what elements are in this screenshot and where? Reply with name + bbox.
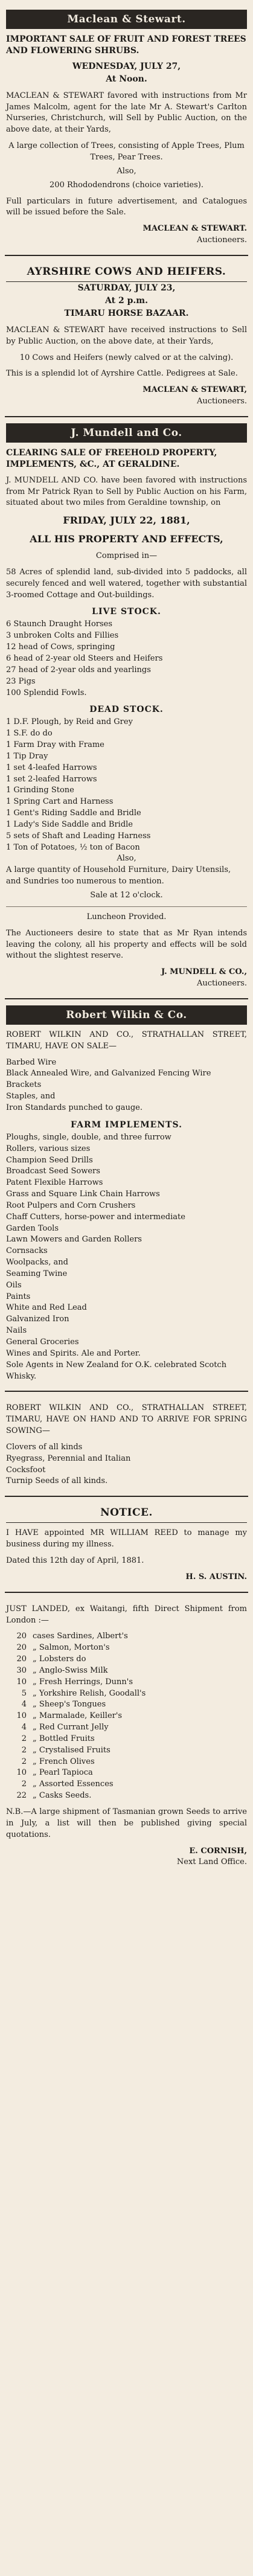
list-item: 6 head of 2-year old Steers and Heifers [6,653,163,663]
section-title-dead-stock: DEAD STOCK. [89,705,164,715]
list-item: 6 Staunch Draught Horses [6,620,113,629]
list-item: 2 „ French Olives [21,1757,95,1766]
ad-signature: H. S. AUSTIN. [185,1572,247,1581]
list-item: Chaff Cutters, horse-power and intermediate [6,1212,185,1222]
ad-closing: Full particulars in future advertisement, and Catalogues will be issued before the Sale. [6,196,247,217]
ad-extra: This is a splendid lot of Ayrshire Cattle. Pedigrees at Sale. [6,369,238,379]
dead-stock-list [6,717,247,888]
list-item: Wines and Spirits. Ale and Porter. [6,1348,141,1358]
list-item: 4 „ Sheep's Tongues [21,1700,106,1709]
list-item: Garden Tools [6,1223,59,1233]
ad-wilkin-seeds [5,1392,248,1497]
list-item: Cocksfoot [6,1465,46,1475]
list-item: 1 Tip Dray [6,751,48,761]
ad-just-landed [5,1593,248,1877]
list-item: 30 „ Anglo-Swiss Milk [16,1665,108,1675]
ad-sale-time: Sale at 12 o'clock. [90,891,163,900]
grocery-list [6,1631,247,1802]
list-item: 12 head of Cows, springing [6,642,115,652]
list-item: Paints [6,1292,31,1301]
goods-list [6,1057,247,1114]
list-item: Champion Seed Drills [6,1155,93,1165]
list-item: 1 Farm Dray with Frame [6,740,104,750]
ad-closing: The Auctioneers desire to state that as Mr Ryan intends leaving the colony, all his property and effects will be sold without the slightest reserve. [6,928,247,961]
ad-extra: 200 Rhododendrons (choice varieties). [50,180,203,190]
list-item: 22 „ Casks Seeds. [16,1791,92,1801]
ad-subtitle: CLEARING SALE OF FREEHOLD PROPERTY, IMPLEMENTS, &C., AT GERALDINE. [6,447,217,469]
list-item: 1 set 2-leafed Harrows [6,774,97,784]
ad-signature: J. MUNDELL & CO., Auctioneers. [161,967,247,988]
list-item: 10 „ Pearl Tapioca [16,1768,93,1778]
list-item: 2 „ Crystalised Fruits [21,1745,110,1755]
ad-sale-date: FRIDAY, JULY 22, 1881, [63,514,190,527]
ad-dateline: SATURDAY, JULY 23, At 2 p.m. TIMARU HORSE BAZAAR. [64,283,189,318]
list-item: 20 „ Salmon, Morton's [16,1643,110,1653]
section-title-live-stock: LIVE STOCK. [92,607,161,617]
list-item: Barbed Wire [6,1057,57,1067]
list-item: 1 Spring Cart and Harness [6,797,114,807]
ad-mundell-sale [5,417,248,999]
list-item: 1 set 4-leafed Harrows [6,763,97,772]
list-item: Nails [6,1326,27,1336]
list-item: Staples, and [6,1092,56,1101]
ad-sale-headline: ALL HIS PROPERTY AND EFFECTS, [30,533,223,545]
list-item: Black Annealed Wire, and Galvanized Fencing Wire [6,1069,211,1078]
list-item: 23 Pigs [6,676,36,686]
ad-wilkin-on-sale [5,999,248,1392]
list-item: 10 „ Fresh Herrings, Dunn's [16,1677,133,1687]
divider [6,906,247,907]
list-item: 27 head of 2-year olds and yearlings [6,665,151,674]
list-item: Ryegrass, Perennial and Italian [6,1453,131,1463]
list-item: 5 sets of Shaft and Leading Harness [6,831,151,841]
ad-body: MACLEAN & STEWART favored with instructions from Mr James Malcolm, agent for the late Mr A. Stewart's Carlton Nurseries, Christchurch, will Sell by Public Auction, on the above date, at their Yards, [6,91,247,135]
section-title-implements: FARM IMPLEMENTS. [71,1120,182,1130]
list-item: 2 „ Assorted Essences [21,1780,114,1789]
list-item: Oils [6,1280,22,1290]
list-item: Iron Standards punched to gauge. [6,1103,143,1112]
ad-ayrshire-cows [5,256,248,417]
list-item: Seaming Twine [6,1269,68,1278]
list-item: 1 S.F. do do [6,729,53,739]
list-item: Broadcast Seed Sowers [6,1167,100,1176]
list-item: Also, [117,854,136,863]
list-item: 100 Splendid Fowls. [6,688,87,697]
ad-extra: A large collection of Trees, consisting of Apple Trees, Plum Trees, Pear Trees. [8,141,245,162]
list-item: 1 Ton of Potatoes, ½ ton of Bacon [6,842,140,852]
list-item: 3 unbroken Colts and Fillies [6,631,119,641]
ad-subtitle: IMPORTANT SALE OF FRUIT AND FOREST TREES AND FLOWERING SHRUBS. [6,34,246,56]
ad-body: MACLEAN & STEWART have received instructions to Sell by Public Auction, on the above date, at their Yards, [6,325,247,346]
list-item: Galvanized Iron [6,1315,69,1324]
list-item: 20 cases Sardines, Albert's [16,1632,128,1641]
ad-intro: Comprised in— [95,551,158,561]
ad-header: Robert Wilkin & Co. [6,1005,247,1025]
ad-property: 58 Acres of splendid land, sub-divided into 5 paddocks, all securely fenced and well watered, together with substantial 3-roomed Cottage and Out-buildings. [6,567,247,600]
ad-body: I HAVE appointed MR WILLIAM REED to manage my business during my illness. [6,1528,247,1549]
list-item: Woolpacks, and [6,1258,68,1267]
ad-header: AYRSHIRE COWS AND HEIFERS. [6,262,247,282]
list-item: 4 „ Red Currant Jelly [21,1723,109,1732]
ad-extra: Also, [117,166,136,176]
ad-body: ROBERT WILKIN AND CO., STRATHALLAN STREET, TIMARU, HAVE ON HAND AND TO ARRIVE FOR SPRING SOWING— [6,1403,247,1436]
list-item: 1 Gent's Riding Saddle and Bridle [6,809,141,818]
list-item: Root Pulpers and Corn Crushers [6,1200,136,1210]
list-item: Cornsacks [6,1246,48,1256]
list-item: 1 D.F. Plough, by Reid and Grey [6,717,133,727]
ad-notice [5,1497,248,1592]
list-item: Grass and Square Link Chain Harrows [6,1190,160,1199]
implements-list [6,1132,247,1383]
ad-body: JUST LANDED, ex Waitangi, fifth Direct Shipment from London :— [6,1604,247,1625]
list-item: 10 „ Marmalade, Keiller's [16,1711,123,1721]
list-item: 1 Lady's Side Saddle and Bridle [6,819,133,829]
ad-header: J. Mundell and Co. [6,423,247,443]
ad-signature: E. CORNISH, Next Land Office. [176,1846,247,1867]
list-item: General Groceries [6,1338,79,1347]
list-item: 5 „ Yorkshire Relish, Goodall's [21,1688,146,1698]
list-item: Sole Agents in New Zealand for O.K. celebrated Scotch Whisky. [6,1360,227,1381]
ad-body: J. MUNDELL AND CO. have been favored with instructions from Mr Patrick Ryan to Sell by Public Auction on his Farm, situated about two miles from Geraldine township, on [6,475,247,508]
list-item: 1 Grinding Stone [6,786,74,795]
ad-extra: 10 Cows and Heifers (newly calved or at the calving). [19,353,234,362]
list-item: Patent Flexible Harrows [6,1178,103,1188]
ad-signature: MACLEAN & STEWART, Auctioneers. [143,385,247,406]
ad-maclean-trees [5,4,248,256]
ad-closing: N.B.—A large shipment of Tasmanian grown Seeds to arrive in July, a list will then be published giving special quotations. [6,1807,247,1839]
seeds-list [6,1442,247,1487]
list-item: Ploughs, single, double, and three furrow [6,1132,171,1142]
ad-dateline: WEDNESDAY, JULY 27, At Noon. [72,61,181,84]
list-item: Brackets [6,1080,42,1090]
list-item: Rollers, various sizes [6,1144,91,1153]
list-item: 2 „ Bottled Fruits [21,1734,95,1743]
ad-signature: MACLEAN & STEWART. Auctioneers. [143,224,247,245]
list-item: 20 „ Lobsters do [16,1655,86,1664]
list-item: Turnip Seeds of all kinds. [6,1476,108,1486]
live-stock-list [6,619,247,699]
list-item: A large quantity of Household Furniture, Dairy Utensils, and Sundries too numerous to mention. [6,865,231,886]
ad-header: Maclean & Stewart. [6,10,247,29]
list-item: White and Red Lead [6,1303,87,1313]
ad-luncheon: Luncheon Provided. [86,912,167,921]
list-item: Clovers of all kinds [6,1442,83,1452]
ad-header: NOTICE. [6,1503,247,1523]
ad-body: ROBERT WILKIN AND CO., STRATHALLAN STREET, TIMARU, HAVE ON SALE— [6,1030,247,1051]
ad-dated: Dated this 12th day of April, 1881. [6,1556,144,1565]
list-item: Lawn Mowers and Garden Rollers [6,1235,142,1245]
